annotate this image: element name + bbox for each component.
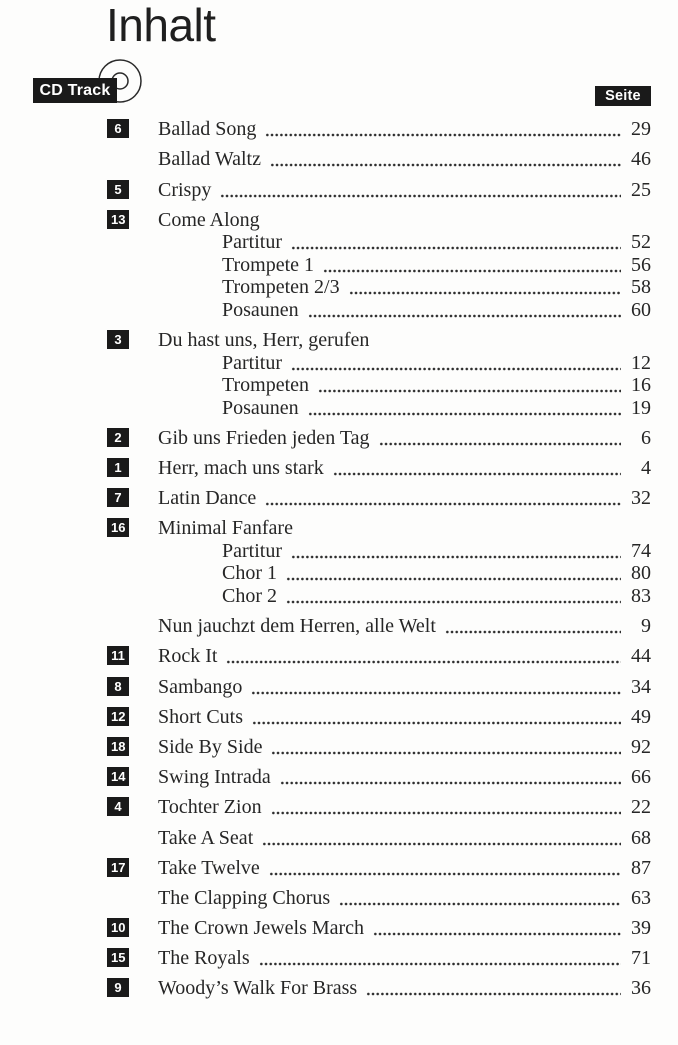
entry-page-number: 74 [631, 539, 651, 562]
cd-track-badge: 18 [107, 737, 129, 756]
cd-track-badge: 13 [107, 210, 129, 229]
entry-title: Take A Seat [158, 826, 254, 849]
dot-leader [349, 291, 621, 295]
entry-title: Gib uns Frieden jeden Tag [158, 426, 370, 449]
dot-leader [366, 992, 621, 996]
dot-leader [333, 472, 621, 476]
toc-entry [107, 853, 651, 883]
dot-leader [339, 902, 621, 906]
cd-track-badge: 15 [107, 948, 129, 967]
toc-entry [107, 792, 651, 822]
dot-leader [286, 577, 621, 581]
entry-title: Sambango [158, 675, 243, 698]
track-badge-cell [107, 918, 158, 938]
track-badge-cell [107, 737, 158, 757]
toc-entry [107, 973, 651, 1003]
entry-title: Woody’s Walk For Brass [158, 977, 358, 1000]
entry-title: Partitur [222, 351, 282, 374]
toc-entry [107, 732, 651, 762]
toc-entry [107, 483, 651, 513]
dot-leader [262, 842, 621, 846]
dot-leader [323, 269, 621, 273]
cd-track-badge: 2 [107, 428, 129, 447]
entry-title: Tochter Zion [158, 796, 262, 819]
entry-title: The Royals [158, 947, 250, 970]
entry-title: Posaunen [222, 396, 299, 419]
entry-title: Nun jauchzt dem Herren, alle Welt [158, 615, 436, 638]
page-column-label: Seite [595, 86, 651, 106]
track-badge-cell [107, 978, 158, 998]
entry-title: The Crown Jewels March [158, 917, 365, 940]
cd-track-badge: 12 [107, 707, 129, 726]
track-badge-cell [107, 458, 158, 478]
entry-page-number: 63 [631, 886, 651, 909]
entry-title: Posaunen [222, 298, 299, 321]
entry-page-number: 80 [631, 562, 651, 585]
entry-page-number: 9 [641, 615, 651, 638]
entry-page-number: 66 [631, 766, 651, 789]
cd-track-badge: 5 [107, 180, 129, 199]
entry-title: Side By Side [158, 735, 263, 758]
track-badge-cell [107, 797, 158, 817]
cd-track-badge: 16 [107, 518, 129, 537]
toc-subentry [107, 396, 651, 423]
track-badge-cell [107, 707, 158, 727]
entry-title: Crispy [158, 178, 212, 201]
dot-leader [280, 781, 621, 785]
entry-page-number: 29 [631, 118, 651, 141]
entry-title: Rock It [158, 645, 218, 668]
cd-track-badge: 11 [107, 646, 129, 665]
entry-title: Trompete 1 [222, 253, 315, 276]
dot-leader [291, 367, 621, 371]
entry-page-number: 46 [631, 148, 651, 171]
entry-page-number: 87 [631, 856, 651, 879]
cd-track-badge: 3 [107, 330, 129, 349]
entry-title: Short Cuts [158, 705, 244, 728]
track-badge-cell [107, 180, 158, 200]
toc-entry [107, 325, 651, 355]
dot-leader [265, 502, 621, 506]
cd-track-badge: 6 [107, 119, 129, 138]
track-badge-cell [107, 948, 158, 968]
track-badge-cell [107, 428, 158, 448]
toc-entry [107, 174, 651, 204]
toc-entry [107, 943, 651, 973]
entry-page-number: 49 [631, 705, 651, 728]
entry-title: The Clapping Chorus [158, 886, 331, 909]
toc-entry [107, 822, 651, 852]
page-title: Inhalt [106, 0, 216, 51]
dot-leader [269, 872, 621, 876]
entry-page-number: 60 [631, 298, 651, 321]
track-badge-cell [107, 488, 158, 508]
toc-entry [107, 423, 651, 453]
toc-entry [107, 205, 651, 235]
entry-page-number: 83 [631, 585, 651, 607]
entry-title: Minimal Fanfare [158, 517, 293, 540]
toc-entry [107, 762, 651, 792]
toc-entry [107, 144, 651, 174]
dot-leader [379, 442, 621, 446]
track-badge-cell [107, 518, 158, 538]
track-badge-cell [107, 330, 158, 350]
entry-page-number: 44 [631, 645, 651, 668]
dot-leader [226, 660, 621, 664]
entry-title: Trompeten 2/3 [222, 276, 340, 299]
entry-page-number: 39 [631, 917, 651, 940]
dot-leader [291, 555, 621, 559]
dot-leader [308, 314, 621, 318]
entry-page-number: 56 [631, 253, 651, 276]
entry-page-number: 52 [631, 231, 651, 254]
cd-track-badge: 8 [107, 677, 129, 696]
entry-title: Swing Intrada [158, 766, 271, 789]
dot-leader [271, 751, 621, 755]
dot-leader [220, 194, 621, 198]
toc-entry [107, 513, 651, 543]
entry-page-number: 6 [641, 426, 651, 449]
dot-leader [445, 630, 621, 634]
entry-title: Partitur [222, 231, 282, 254]
entry-title: Latin Dance [158, 487, 257, 510]
toc-subentry [107, 585, 651, 611]
cd-track-badge: 10 [107, 918, 129, 937]
track-badge-cell [107, 767, 158, 787]
entry-page-number: 25 [631, 178, 651, 201]
entry-page-number: 36 [631, 977, 651, 1000]
entry-title: Chor 2 [222, 585, 277, 607]
toc-subentry [107, 253, 651, 280]
toc-entry [107, 453, 651, 483]
track-badge-cell [107, 677, 158, 697]
cd-track-badge: 4 [107, 797, 129, 816]
dot-leader [271, 811, 621, 815]
cd-track-badge: 14 [107, 767, 129, 786]
dot-leader [270, 163, 621, 167]
toc-entry [107, 641, 651, 671]
entry-title: Come Along [158, 208, 260, 231]
entry-title: Trompeten [222, 374, 310, 397]
toc-subentry [107, 351, 651, 378]
dot-leader [286, 600, 621, 604]
toc-subentry [107, 298, 651, 325]
entry-title: Ballad Waltz [158, 148, 261, 171]
entry-title: Take Twelve [158, 856, 260, 879]
entry-page-number: 22 [631, 796, 651, 819]
toc-subentry [107, 374, 651, 401]
entry-page-number: 71 [631, 947, 651, 970]
entry-title: Partitur [222, 539, 282, 562]
entry-page-number: 19 [631, 396, 651, 419]
toc-subentry [107, 562, 651, 589]
entry-page-number: 92 [631, 735, 651, 758]
track-badge-cell [107, 858, 158, 878]
toc-entry [107, 702, 651, 732]
entry-page-number: 12 [631, 351, 651, 374]
entry-page-number: 58 [631, 276, 651, 299]
toc-entry [107, 114, 651, 144]
toc-entry [107, 611, 651, 641]
cd-track-badge: 7 [107, 488, 129, 507]
entry-page-number: 32 [631, 487, 651, 510]
dot-leader [373, 932, 621, 936]
entry-title: Du hast uns, Herr, gerufen [158, 329, 370, 352]
cd-track-badge: 17 [107, 858, 129, 877]
toc-subentry [107, 231, 651, 258]
toc-entry [107, 913, 651, 943]
toc-list [107, 114, 651, 1003]
entry-page-number: 34 [631, 675, 651, 698]
track-badge-cell [107, 119, 158, 139]
entry-title: Chor 1 [222, 562, 277, 585]
track-badge-cell [107, 210, 158, 230]
dot-leader [265, 133, 621, 137]
cd-track-badge: 9 [107, 978, 129, 997]
entry-title: Herr, mach uns stark [158, 457, 324, 480]
track-badge-cell [107, 646, 158, 666]
entry-page-number: 4 [641, 457, 651, 480]
dot-leader [251, 691, 621, 695]
entry-page-number: 68 [631, 826, 651, 849]
dot-leader [252, 721, 621, 725]
toc-entry [107, 671, 651, 701]
toc-entry [107, 883, 651, 913]
toc-subentry [107, 276, 651, 303]
toc-subentry [107, 539, 651, 566]
dot-leader [259, 962, 621, 966]
dot-leader [308, 412, 621, 416]
dot-leader [291, 246, 621, 250]
cd-track-badge: 1 [107, 458, 129, 477]
dot-leader [318, 389, 621, 393]
entry-title: Ballad Song [158, 118, 257, 141]
cd-track-label: CD Track [33, 78, 117, 103]
entry-page-number: 16 [631, 374, 651, 397]
